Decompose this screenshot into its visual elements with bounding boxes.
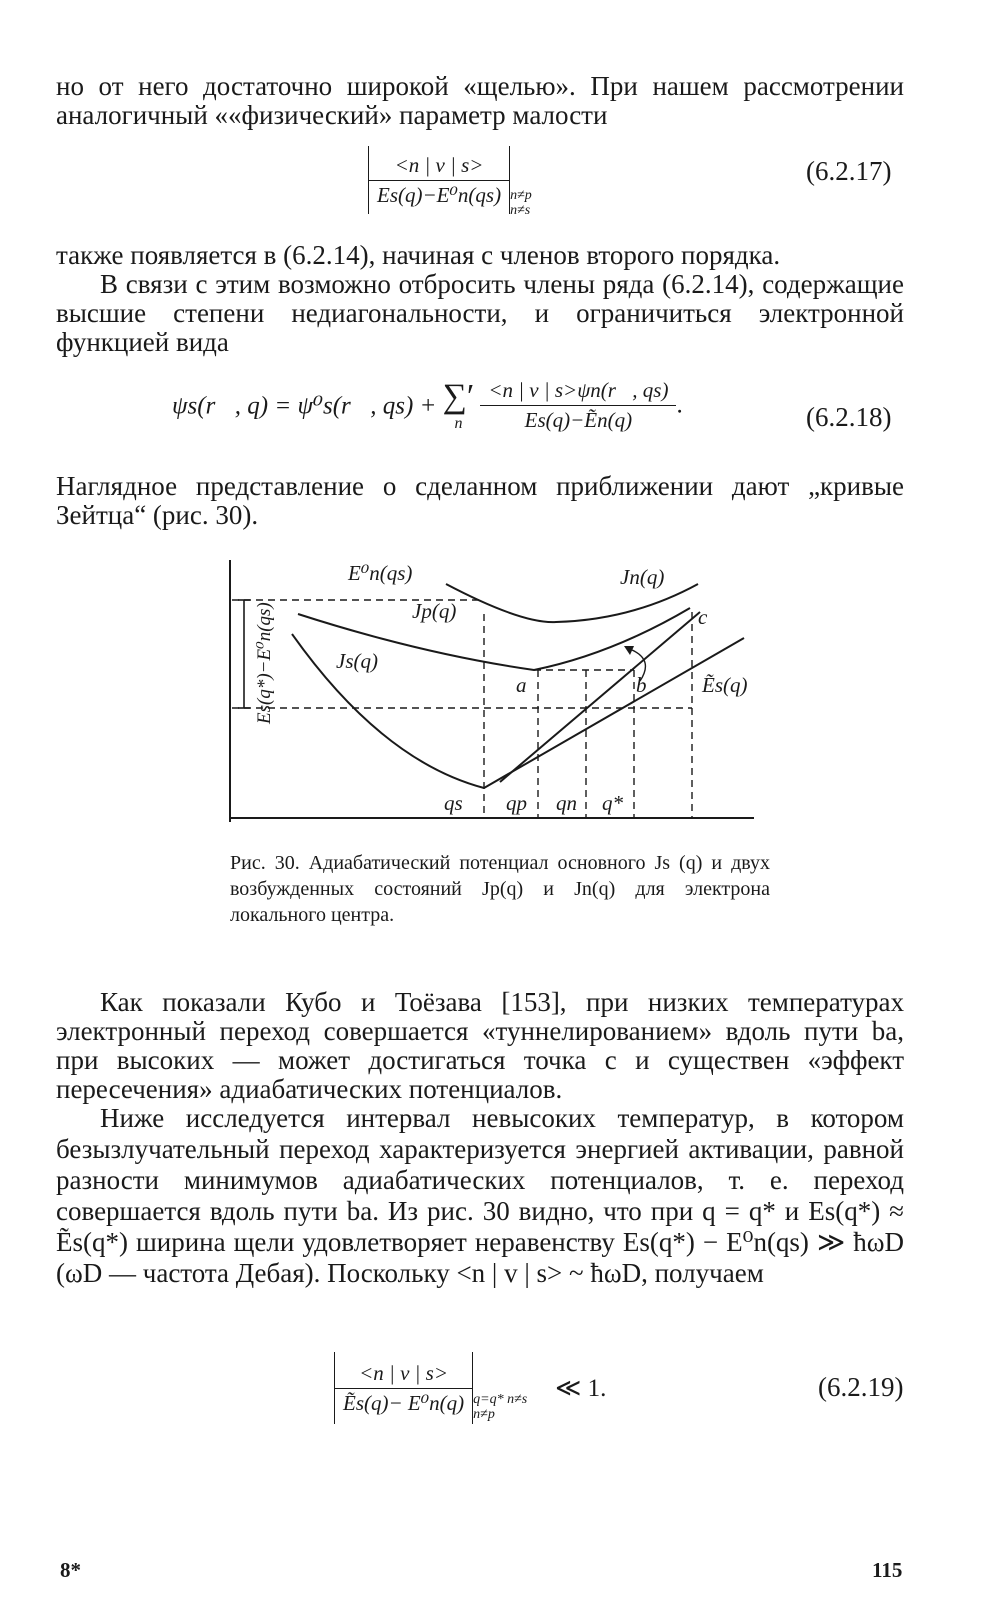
paragraph-2: также появляется в (6.2.14), начиная с членов второго порядка. bbox=[56, 240, 781, 270]
paragraph-4: Наглядное представление о сделанном приближении дают „кривые Зейтца“ (рис. 30). bbox=[56, 471, 904, 530]
paragraph-5: Как показали Кубо и Тоёзава [153], при низких температурах электронный переход совершается «туннелированием» вдоль пути ba, при высоких — может достигаться точка c и существен «эффект пересечения» адиабатических потенциалов. bbox=[56, 987, 904, 1104]
label-qp: qp bbox=[506, 791, 527, 815]
eq17-number: (6.2.17) bbox=[806, 156, 892, 186]
label-qs: qs bbox=[444, 791, 463, 815]
paragraph-6: Ниже исследуется интервал невысоких температур, в котором безызлучательный переход характеризуется энергией активации, равной разности минимумов адиабатических потенциалов, т. е. переход совершается вдоль пути ba. Из рис. 30 видно, что при q = q* и Es(q*) ≈ Ẽs(q*) ширина щели удовлетворяет неравенству Es(q*) − E⁰n(qs) ≫ ħωD (ωD — частота Дебая). Поскольку <n | v | s> ~ ħωD, получаем bbox=[56, 1103, 904, 1288]
eq18-number: (6.2.18) bbox=[806, 402, 892, 432]
eq19-condition: q=q* n≠s n≠p bbox=[473, 1391, 528, 1422]
label-js: Js(q) bbox=[336, 649, 378, 673]
paragraph-1: но от него достаточно широкой «щелью». При нашем рассмотрении аналогичный ««физический» параметр малости bbox=[56, 71, 904, 130]
eq17-numerator: <n | v | s> bbox=[369, 153, 509, 181]
figure-caption: Рис. 30. Адиабатический потенциал основного Js (q) и двух возбужденных состояний Jp(q) и Jn(q) для электрона локального центра. bbox=[230, 852, 770, 926]
eq18-denominator: Es(q)−Ẽn(q) bbox=[524, 408, 633, 432]
label-en0: E⁰n(qs) bbox=[348, 561, 413, 585]
label-c: c bbox=[698, 605, 708, 629]
label-qn: qn bbox=[556, 791, 577, 815]
label-a: a bbox=[516, 673, 527, 697]
eq17-condition: n≠p n≠s bbox=[510, 187, 532, 218]
equation-6-2-19 bbox=[334, 1352, 606, 1424]
eq19-rhs: ≪ 1. bbox=[555, 1375, 607, 1402]
footer-signature: 8* bbox=[60, 1558, 81, 1582]
eq19-number: (6.2.19) bbox=[818, 1372, 904, 1402]
line-to-c bbox=[500, 612, 700, 782]
label-b: b bbox=[636, 673, 647, 697]
paragraph-3: В связи с этим возможно отбросить члены ряда (6.2.14), содержащие высшие степени недиагональности, и ограничиться электронной функцией вида bbox=[56, 269, 904, 357]
eq18-numerator: <n | v | s>ψn(r⃗, qs) bbox=[480, 378, 676, 406]
label-qstar: q* bbox=[602, 791, 623, 815]
eq18-lhs: ψs(r⃗, q) = ψ⁰s(r⃗, qs) + bbox=[172, 392, 443, 420]
line-es-tilde bbox=[484, 638, 744, 788]
eq19-denominator: Ẽs(q)− E⁰n(q) bbox=[343, 1390, 465, 1415]
label-jn: Jn(q) bbox=[620, 565, 665, 589]
eq18-sum-index: n bbox=[454, 414, 463, 432]
label-jp: Jp(q) bbox=[412, 599, 457, 623]
eq19-numerator: <n | v | s> bbox=[335, 1361, 472, 1389]
equation-6-2-17 bbox=[368, 146, 550, 218]
label-es-tilde: Ẽs(q) bbox=[702, 673, 748, 697]
eq17-denominator: Es(q)−E⁰n(qs) bbox=[377, 182, 502, 207]
label-gap: Es(q*)−E⁰n(qs) bbox=[254, 602, 275, 724]
page-number: 115 bbox=[872, 1558, 903, 1582]
figure-30 bbox=[222, 556, 762, 828]
eq18-sum-sign: ∑′ bbox=[442, 377, 475, 415]
equation-6-2-18: ψs(r⃗, q) = ψ⁰s(r⃗, qs) + ∑′ n $\frac{<n | v | s>\psi n(r⃗, qs)}{\text{Es(q)−Ẽn(q)}}$ . bbox=[172, 377, 683, 432]
